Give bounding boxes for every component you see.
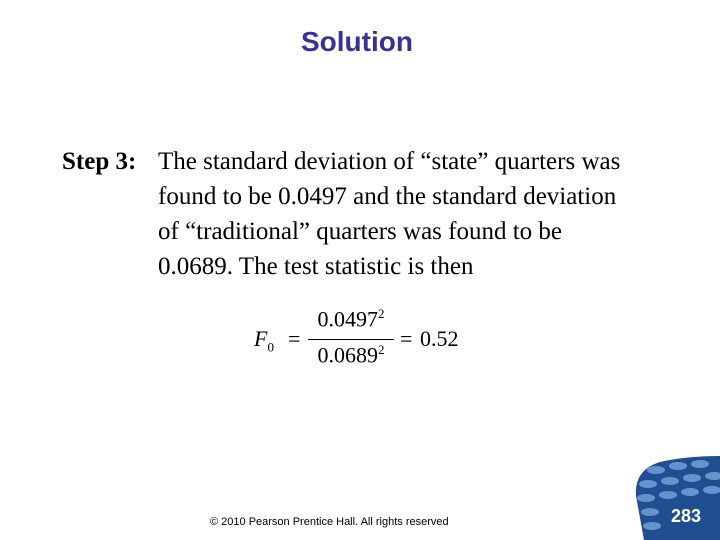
equation-lhs: [254, 326, 274, 355]
fraction-bar: [308, 339, 394, 340]
step-text: [158, 144, 694, 284]
step-label: Step 3:: [62, 148, 137, 175]
equation-result: 0.52: [420, 326, 459, 351]
copyright-footer: © 2010 Pearson Prentice Hall. All rights reserved: [210, 516, 449, 528]
numerator-value: 0.0497: [317, 306, 378, 332]
denominator-value: 0.0689: [317, 342, 378, 368]
test-statistic-equation: [254, 306, 494, 372]
denominator-exponent: 2: [378, 342, 385, 357]
page-corner-decoration: [626, 456, 720, 540]
equation-denominator: [308, 342, 394, 368]
step-text-line-3: of “traditional” quarters was found to be: [158, 218, 563, 245]
numerator-exponent: 2: [378, 306, 385, 321]
slide-title: Solution: [301, 26, 413, 57]
step-text-line-4: 0.0689. The test statistic is then: [158, 253, 474, 280]
page-number: 283: [670, 506, 702, 526]
equation-fraction: [308, 306, 394, 372]
equation-numerator: [308, 306, 394, 332]
step-text-line-2: found to be 0.0497 and the standard deviation: [158, 183, 617, 210]
equation-equals-1: =: [288, 326, 301, 351]
equation-equals-2: =: [400, 326, 413, 351]
equation-subscript: 0: [267, 339, 274, 355]
step-text-line-1: The standard deviation of “state” quarters was: [158, 148, 621, 175]
equation-variable: F: [254, 326, 268, 351]
